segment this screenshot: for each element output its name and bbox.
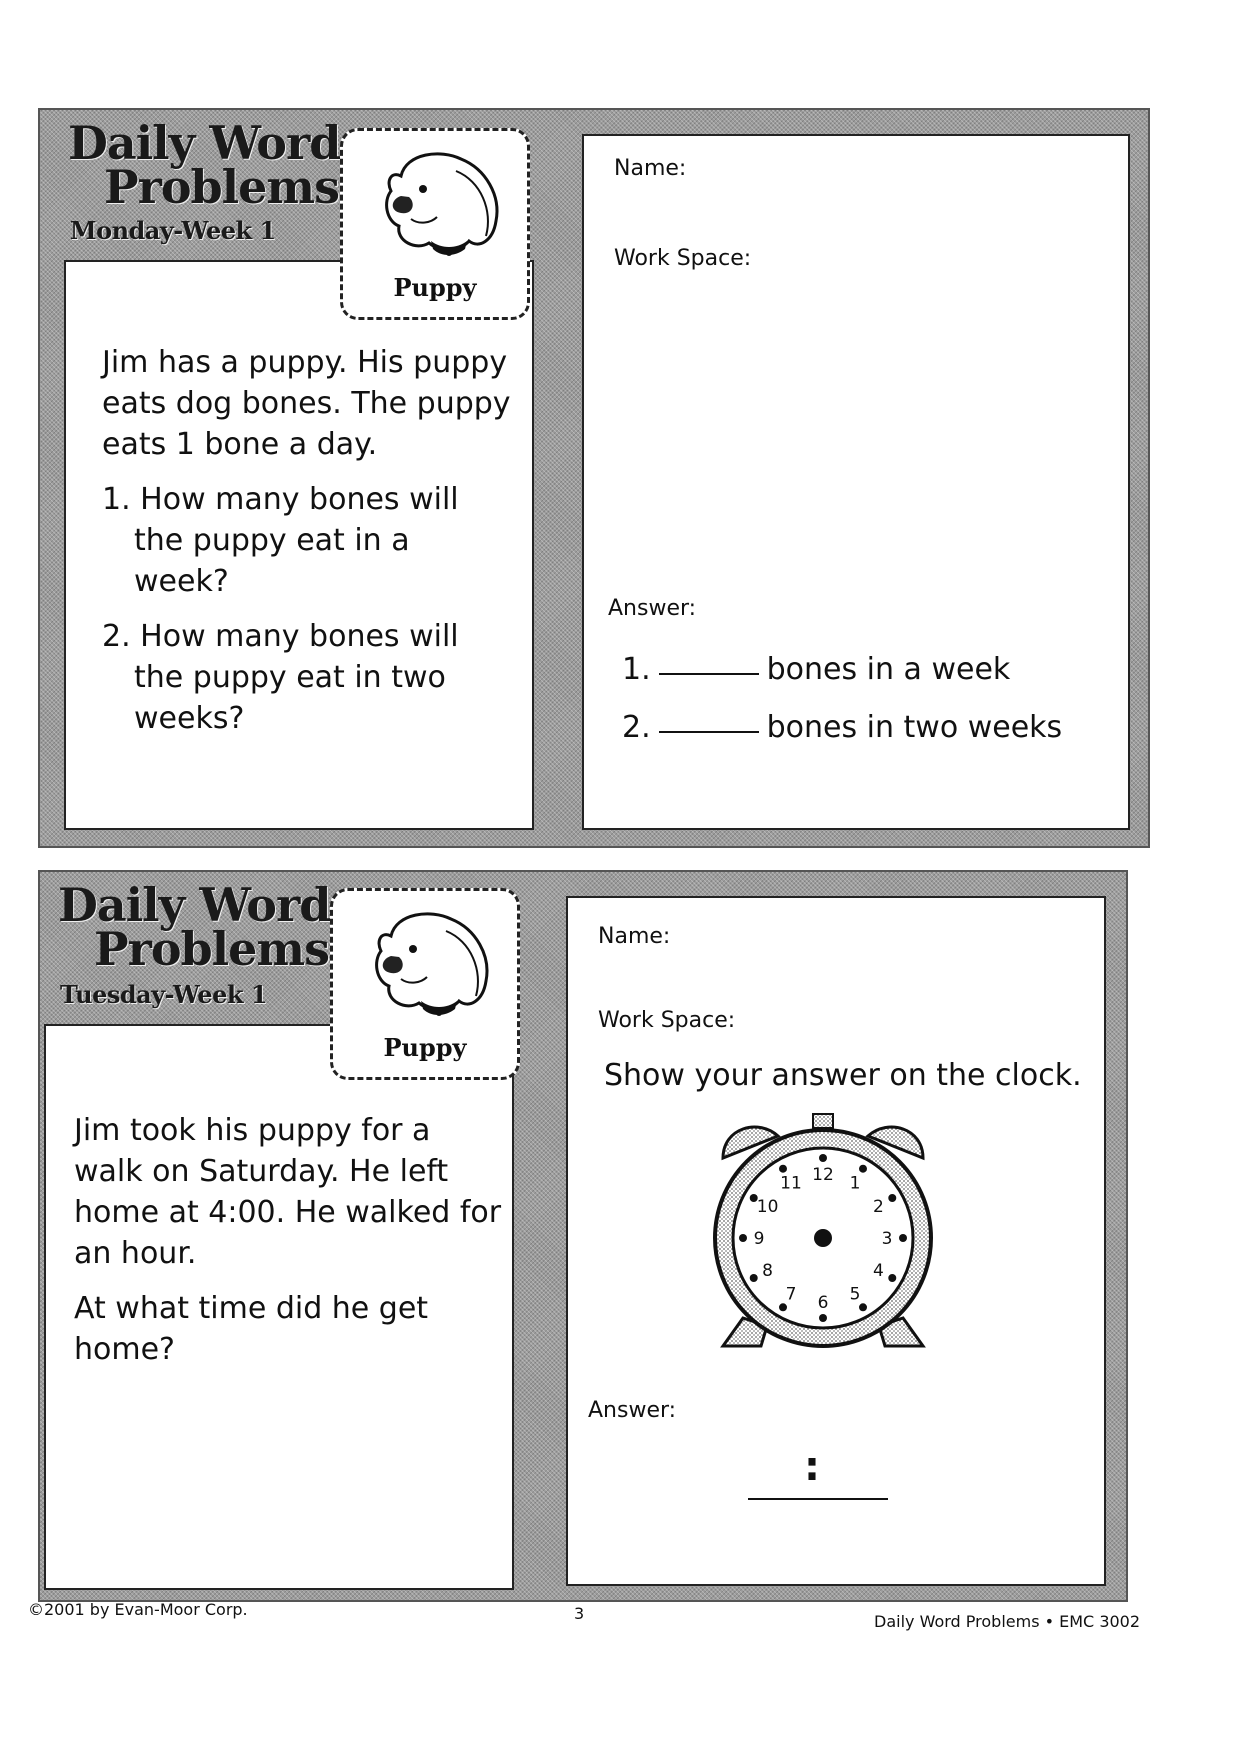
clock-tick	[859, 1165, 867, 1173]
answer-blank[interactable]	[659, 731, 759, 733]
problem-intro: Jim has a puppy. His puppy eats dog bones. The puppy eats 1 bone a day.	[102, 345, 511, 462]
time-answer-blank[interactable]	[748, 1444, 888, 1500]
clock-tick	[779, 1303, 787, 1311]
clock-numeral: 7	[785, 1284, 797, 1305]
puppy-stamp	[340, 128, 530, 320]
clock-numeral: 8	[762, 1261, 773, 1281]
problem-card-monday	[38, 108, 1150, 848]
clock-tick	[819, 1314, 827, 1322]
work-space-label: Work Space:	[614, 246, 752, 271]
clock-numeral: 11	[780, 1173, 802, 1194]
puppy-icon	[351, 901, 501, 1021]
work-panel	[582, 134, 1130, 830]
clock-numeral: 9	[753, 1229, 765, 1249]
answer-blank[interactable]	[659, 673, 759, 675]
stamp-label: Puppy	[393, 273, 477, 302]
answer-label: Answer:	[608, 596, 697, 621]
card-title	[68, 116, 341, 214]
clock-tick	[750, 1274, 758, 1282]
page-number: 3	[574, 1604, 585, 1623]
title-line-2: Problems	[94, 922, 329, 976]
answer-number: 2.	[622, 710, 651, 745]
clock-instruction: Show your answer on the clock.	[604, 1058, 1082, 1093]
question-1: 1. How many bones will the puppy eat in a week?	[102, 482, 459, 599]
answer-number: 1.	[622, 652, 651, 687]
footer-copyright: ©2001 by Evan-Moor Corp.	[28, 1600, 248, 1619]
clock-tick	[859, 1303, 867, 1311]
title-line-1: Daily Word	[68, 116, 341, 170]
problem-card-tuesday	[38, 870, 1128, 1602]
card-subtitle: Tuesday-Week 1	[60, 980, 268, 1009]
name-label: Name:	[614, 156, 687, 181]
clock-tick	[899, 1234, 907, 1242]
time-colon: :	[804, 1444, 820, 1490]
problem-text	[74, 1110, 504, 1384]
clock-numeral: 3	[881, 1229, 893, 1249]
name-label: Name:	[598, 924, 671, 949]
puppy-icon	[361, 141, 511, 261]
problem-text	[102, 342, 512, 753]
clock-tick	[888, 1274, 896, 1282]
answer-label: Answer:	[588, 1398, 677, 1423]
card-subtitle: Monday-Week 1	[70, 216, 276, 245]
stamp-label: Puppy	[383, 1033, 467, 1062]
clock-button	[813, 1114, 833, 1128]
answer-line-2[interactable]	[622, 710, 1062, 745]
work-space-label: Work Space:	[598, 1008, 736, 1033]
alarm-clock[interactable]	[703, 1108, 943, 1358]
clock-numeral: 10	[756, 1197, 779, 1217]
clock-numeral: 6	[817, 1293, 829, 1313]
answer-line-1[interactable]	[622, 652, 1010, 687]
answer-text: bones in two weeks	[766, 710, 1063, 745]
footer-book-code: Daily Word Problems • EMC 3002	[874, 1612, 1141, 1631]
problem-intro: Jim took his puppy for a walk on Saturday. He left home at 4:00. He walked for an hour.	[74, 1113, 502, 1271]
clock-numeral: 1	[849, 1173, 861, 1194]
clock-tick	[739, 1234, 747, 1242]
problem-panel	[64, 260, 534, 830]
clock-numeral: 5	[849, 1284, 861, 1305]
clock-tick	[819, 1154, 827, 1162]
clock-numeral: 4	[873, 1261, 884, 1281]
clock-numeral: 2	[873, 1197, 884, 1217]
clock-center	[814, 1229, 832, 1247]
title-line-2: Problems	[104, 160, 339, 214]
question-2: 2. How many bones will the puppy eat in two weeks?	[102, 619, 459, 736]
title-line-1: Daily Word	[58, 878, 331, 932]
answer-text: bones in a week	[766, 652, 1011, 687]
problem-panel	[44, 1024, 514, 1590]
work-panel	[566, 896, 1106, 1586]
clock-numeral: 12	[812, 1165, 834, 1185]
puppy-stamp	[330, 888, 520, 1080]
question-1: At what time did he get home?	[74, 1291, 429, 1367]
clock-tick	[779, 1165, 787, 1173]
card-title	[58, 878, 331, 976]
clock-tick	[888, 1194, 896, 1202]
